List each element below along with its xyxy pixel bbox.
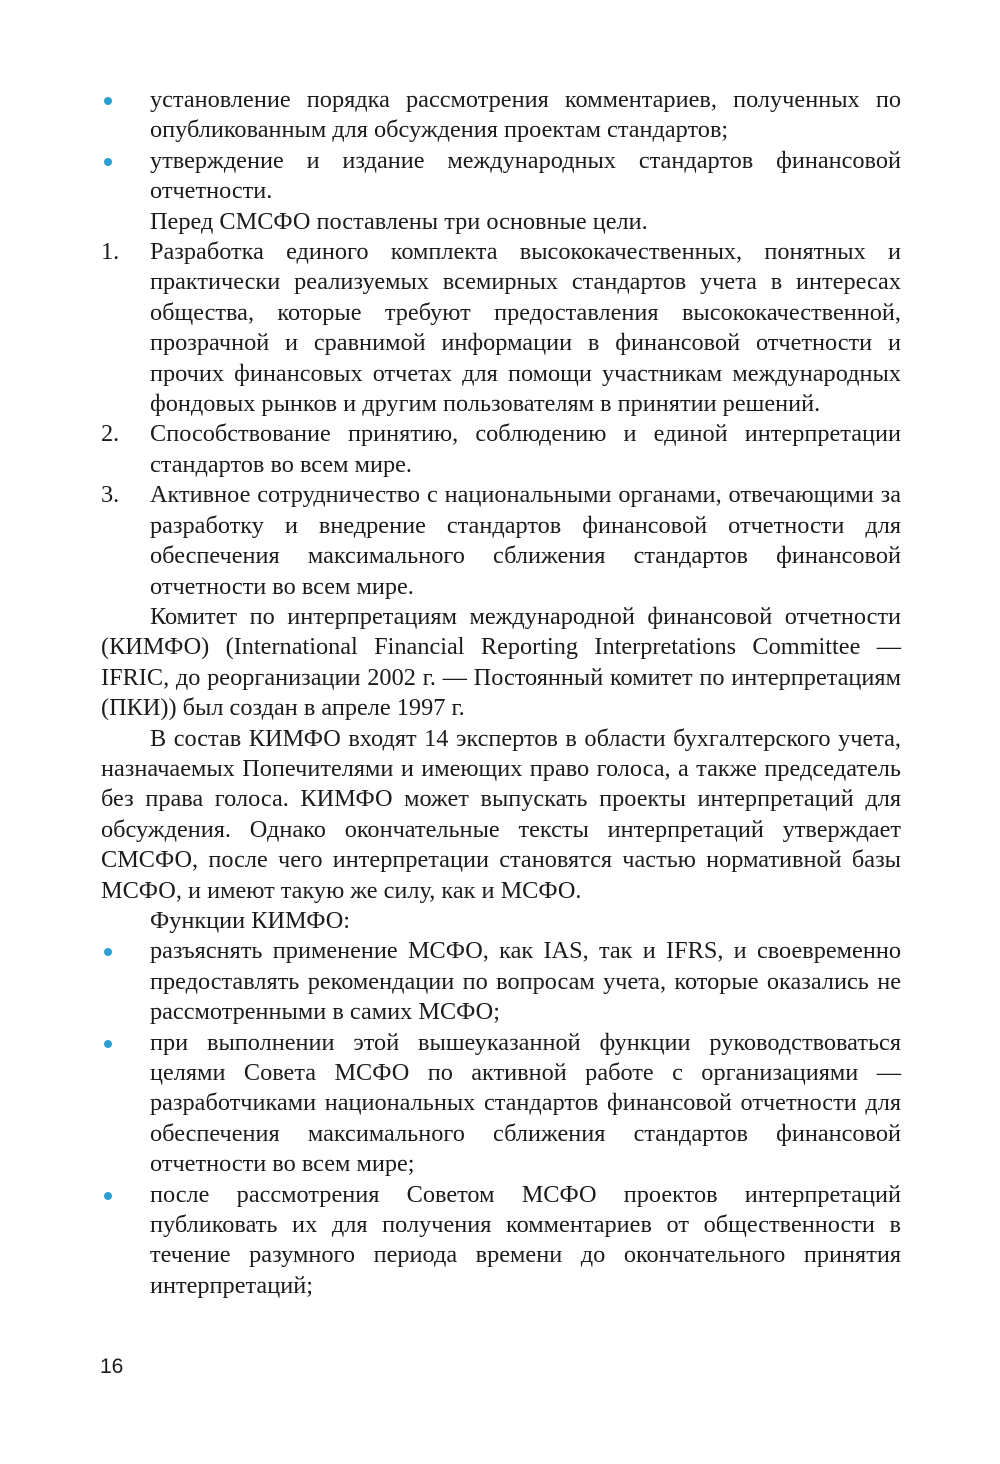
paragraph: В состав КИМФО входят 14 экспертов в области бухгалтерского учета, назначаемых Попечителями и имеющих право голоса, а также председатель без права голоса. КИМФО может выпускать проекты интерпретаций для обсуждения. Однако окончательные тексты интерпретаций утверждает СМСФО, после чего интерпретации становятся частью нормативной базы МСФО, и имеют такую же силу, как и МСФО. (101, 724, 901, 904)
page-body (101, 85, 901, 1301)
bullet-dot-icon (104, 97, 112, 105)
numbered-item (101, 237, 901, 419)
number-marker: 3. (101, 481, 120, 509)
bullet-item (101, 85, 901, 146)
paragraph: Комитет по интерпретациям международной финансовой отчетности (КИМФО) (International Financial Reporting Interpretations Committee — IFRIC, до реорганизации 2002 г. — Постоянный комитет по интерпретациям (ПКИ)) был создан в апреле 1997 г. (101, 602, 901, 722)
numbered-text: Активное сотрудничество с национальными органами, отвечающими за разработку и внедрение стандартов финансовой отчетности для обеспечения максимального сближения стандартов финансовой отчетности во всем мире. (150, 481, 901, 600)
bullet-text: после рассмотрения Советом МСФО проектов интерпретаций публиковать их для получения комментариев от общественности в течение разумного периода времени до окончательного принятия интерпретаций; (150, 1180, 901, 1299)
numbered-text: Разработка единого комплекта высококачественных, понятных и практически реализуемых всемирных стандартов учета в интересах общества, которые требуют предоставления высококачественной, прозрачной и сравнимой информации в финансовой отчетности и прочих финансовых отчетах для помощи участникам международных фондовых рынков и другим пользователям в принятии решений. (150, 238, 901, 418)
paragraph: Функции КИМФО: (150, 906, 351, 934)
bullet-dot-icon (104, 1192, 112, 1200)
paragraph: Перед СМСФО поставлены три основные цели. (150, 207, 648, 235)
numbered-text: Способствование принятию, соблюдению и единой интерпретации стандартов во всем мире. (150, 420, 901, 478)
numbered-item (101, 480, 901, 602)
page-number: 16 (100, 1355, 124, 1378)
number-marker: 1. (101, 238, 120, 266)
bullet-dot-icon (104, 1040, 112, 1048)
bullet-item (101, 936, 901, 1027)
bullet-item (101, 1028, 901, 1180)
bullet-text: установление порядка рассмотрения комментариев, полученных по опубликованным для обсуждения проектам стандартов; (150, 86, 901, 144)
bullet-text: разъяснять применение МСФО, как IAS, так и IFRS, и своевременно предоставлять рекомендации по вопросам учета, которые оказались не рассмотренными в самих МСФО; (150, 937, 901, 1026)
bullet-item (101, 146, 901, 207)
bullet-text: при выполнении этой вышеуказанной функции руководствоваться целями Совета МСФО по активной работе с организациями — разработчиками национальных стандартов финансовой отчетности для обеспечения максимального сближения стандартов финансовой отчетности во всем мире; (150, 1028, 901, 1178)
bullet-dot-icon (104, 948, 112, 956)
numbered-item (101, 419, 901, 480)
bullet-text: утверждение и издание международных стандартов финансовой отчетности. (150, 146, 901, 205)
number-marker: 2. (101, 420, 120, 448)
bullet-item (101, 1180, 901, 1302)
bullet-dot-icon (104, 158, 112, 166)
